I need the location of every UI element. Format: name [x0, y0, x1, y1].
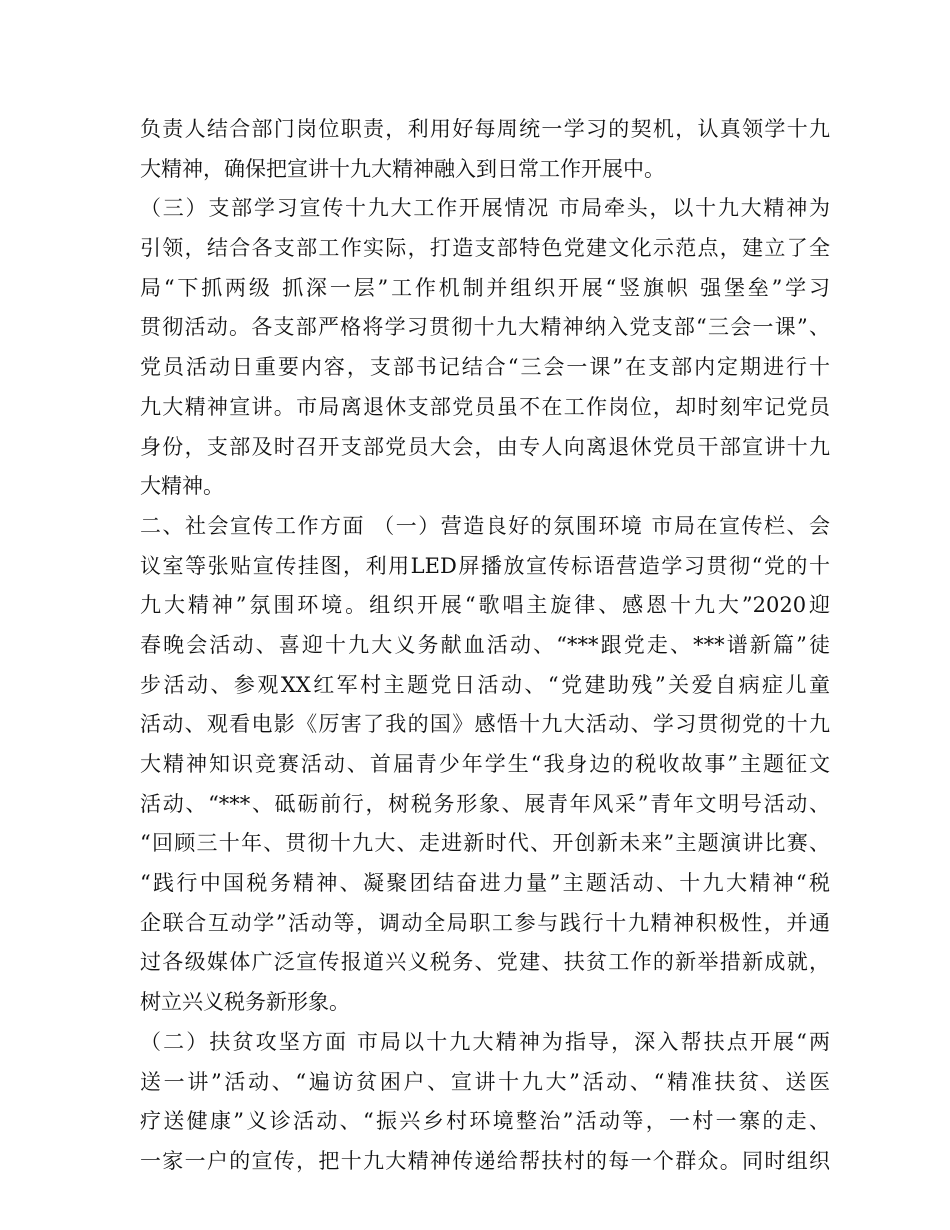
- text-line: 步活动、参观XX红军村主题党日活动、“党建助残”关爱自病症儿童: [140, 672, 830, 697]
- text-line: “践行中国税务精神、凝聚团结奋进力量”主题活动、十九大精神“税: [140, 871, 830, 896]
- text-line: 议室等张贴宣传挂图，利用LED屏播放宣传标语营造学习贯彻“党的十: [140, 553, 830, 578]
- text-line: 春晚会活动、喜迎十九大义务献血活动、“***跟党走、***谱新篇”徒: [140, 632, 830, 657]
- text-line: 企联合互动学”活动等，调动全局职工参与践行十九精神积极性，并通: [140, 910, 830, 935]
- text-line: 大精神。: [140, 474, 224, 499]
- text-line: 送一讲”活动、“遍访贫困户、宣讲十九大”活动、“精准扶贫、送医: [140, 1069, 830, 1094]
- text-line: 大精神，确保把宣讲十九大精神融入到日常工作开展中。: [140, 156, 665, 181]
- text-line: 疗送健康”义诊活动、“振兴乡村环境整治”活动等，一村一寨的走、: [140, 1109, 830, 1134]
- text-line: 活动、观看电影《厉害了我的国》感悟十九大活动、学习贯彻党的十九: [140, 712, 830, 737]
- text-line: 九大精神宣讲。市局离退休支部党员虽不在工作岗位，却时刻牢记党员: [140, 394, 830, 419]
- text-line: 负责人结合部门岗位职责，利用好每周统一学习的契机，认真领学十九: [140, 117, 830, 141]
- text-line: 活动、“***、砥砺前行，树税务形象、展青年风采”青年文明号活动、: [140, 791, 830, 816]
- text-line: “回顾三十年、贯彻十九大、走进新时代、开创新未来”主题演讲比赛、: [140, 831, 830, 856]
- text-line: 贯彻活动。各支部严格将学习贯彻十九大精神纳入党支部“三会一课”、: [140, 315, 830, 340]
- text-line: （三）支部学习宣传十九大工作开展情况 市局牵头，以十九大精神为: [140, 196, 830, 221]
- text-line: 过各级媒体广泛宣传报道兴义税务、党建、扶贫工作的新举措新成就，: [140, 950, 830, 975]
- text-line: 树立兴义税务新形象。: [140, 990, 350, 1015]
- text-line: 引领，结合各支部工作实际，打造支部特色党建文化示范点，建立了全: [140, 236, 830, 261]
- text-line: 九大精神”氛围环境。组织开展“歌唱主旋律、感恩十九大”2020迎: [140, 593, 830, 618]
- text-line: 局“下抓两级 抓深一层”工作机制并组织开展“竖旗帜 强堡垒”学习: [140, 275, 830, 300]
- text-line: （二）扶贫攻坚方面 市局以十九大精神为指导，深入帮扶点开展“两: [140, 1029, 830, 1054]
- text-line: 一家一户的宣传，把十九大精神传递给帮扶村的每一个群众。同时组织: [140, 1148, 830, 1173]
- text-line: 大精神知识竞赛活动、首届青少年学生“我身边的税收故事”主题征文: [140, 752, 830, 776]
- text-line: 二、社会宣传工作方面 （一）营造良好的氛围环境 市局在宣传栏、会: [140, 513, 830, 538]
- text-line: 党员活动日重要内容，支部书记结合“三会一课”在支部内定期进行十: [140, 355, 830, 380]
- text-line: 身份，支部及时召开支部党员大会，由专人向离退休党员干部宣讲十九: [140, 434, 830, 459]
- document-body: [140, 110, 830, 1182]
